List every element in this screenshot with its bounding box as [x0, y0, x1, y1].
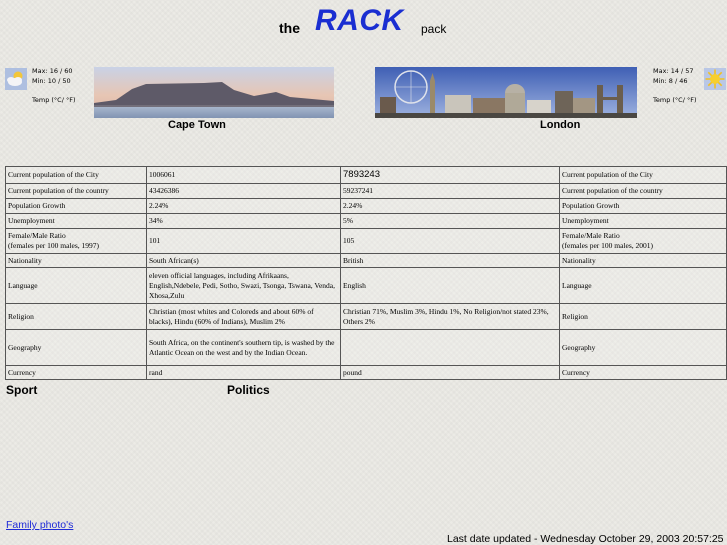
last-updated-text: Last date updated - Wednesday October 29, 2003 20:57:25 — [447, 533, 724, 545]
table-row — [6, 304, 727, 330]
right-label: Religion — [560, 304, 727, 330]
table-row — [6, 184, 727, 199]
right-value: 105 — [341, 229, 560, 254]
left-label: Nationality — [6, 254, 147, 268]
left-value: 34% — [147, 214, 341, 229]
left-label: Current population of the City — [6, 167, 147, 184]
comparison-table — [5, 166, 727, 380]
table-row — [6, 330, 727, 366]
logo-the: the — [279, 20, 300, 36]
left-label: Religion — [6, 304, 147, 330]
politics-heading: Politics — [227, 383, 270, 397]
right-label: Current population of the City — [560, 167, 727, 184]
table-row — [6, 199, 727, 214]
left-label: Language — [6, 268, 147, 304]
table-row — [6, 229, 727, 254]
right-temp-unit: Temp (°C/ °F) — [653, 96, 697, 104]
left-value: eleven official languages, including Afrikaans, English,Ndebele, Pedi, Sotho, Swazi, Tsonga, Tswana, Venda, Xhosa,Zulu — [147, 268, 341, 304]
logo-pack: pack — [421, 22, 447, 36]
right-max-temp: Max: 14 / 57 — [653, 67, 694, 75]
right-value: English — [341, 268, 560, 304]
left-value: 2.24% — [147, 199, 341, 214]
right-value: 59237241 — [341, 184, 560, 199]
right-value: Christian 71%, Muslim 3%, Hindu 1%, No Religion/not stated 23%, Others 2% — [341, 304, 560, 330]
right-label: Nationality — [560, 254, 727, 268]
table-row — [6, 254, 727, 268]
table-row — [6, 167, 727, 184]
right-label: Language — [560, 268, 727, 304]
city-name-left: Cape Town — [168, 119, 226, 131]
right-value — [341, 330, 560, 366]
right-label: Current population of the country — [560, 184, 727, 199]
table-row — [6, 268, 727, 304]
sport-heading: Sport — [6, 383, 38, 397]
right-label: Female/Male Ratio (females per 100 males, 2001) — [560, 229, 727, 254]
left-label: Currency — [6, 366, 147, 380]
left-label: Geography — [6, 330, 147, 366]
table-row — [6, 214, 727, 229]
family-photos-link[interactable]: Family photo's — [6, 519, 74, 531]
left-value: South Africa, on the continent's southern tip, is washed by the Atlantic Ocean on the west and by the Indian Ocean. — [147, 330, 341, 366]
city-name-right: London — [540, 119, 581, 131]
cape-town-photo — [94, 67, 334, 118]
right-value: 2.24% — [341, 199, 560, 214]
left-label: Population Growth — [6, 199, 147, 214]
left-label: Current population of the country — [6, 184, 147, 199]
partly-cloudy-icon — [5, 68, 27, 90]
left-value: rand — [147, 366, 341, 380]
table-row — [6, 366, 727, 380]
left-label: Female/Male Ratio (females per 100 males, 1997) — [6, 229, 147, 254]
left-temp-unit: Temp (°C/ °F) — [32, 96, 76, 104]
left-value: South African(s) — [147, 254, 341, 268]
right-label: Unemployment — [560, 214, 727, 229]
right-value: 5% — [341, 214, 560, 229]
left-value: 43426386 — [147, 184, 341, 199]
sun-icon — [704, 68, 726, 90]
left-value: 1006061 — [147, 167, 341, 184]
left-value: 101 — [147, 229, 341, 254]
left-label: Unemployment — [6, 214, 147, 229]
left-min-temp: Min: 10 / 50 — [32, 77, 71, 85]
right-label: Currency — [560, 366, 727, 380]
right-value: 7893243 — [341, 167, 560, 184]
left-max-temp: Max: 16 / 60 — [32, 67, 73, 75]
right-label: Geography — [560, 330, 727, 366]
right-value: British — [341, 254, 560, 268]
right-min-temp: Min: 8 / 46 — [653, 77, 688, 85]
london-photo — [375, 67, 637, 118]
right-value: pound — [341, 366, 560, 380]
right-label: Population Growth — [560, 199, 727, 214]
logo-rack: RACK — [315, 4, 404, 37]
left-value: Christian (most whites and Coloreds and about 60% of blacks), Hindu (60% of Indians), Muslim 2% — [147, 304, 341, 330]
